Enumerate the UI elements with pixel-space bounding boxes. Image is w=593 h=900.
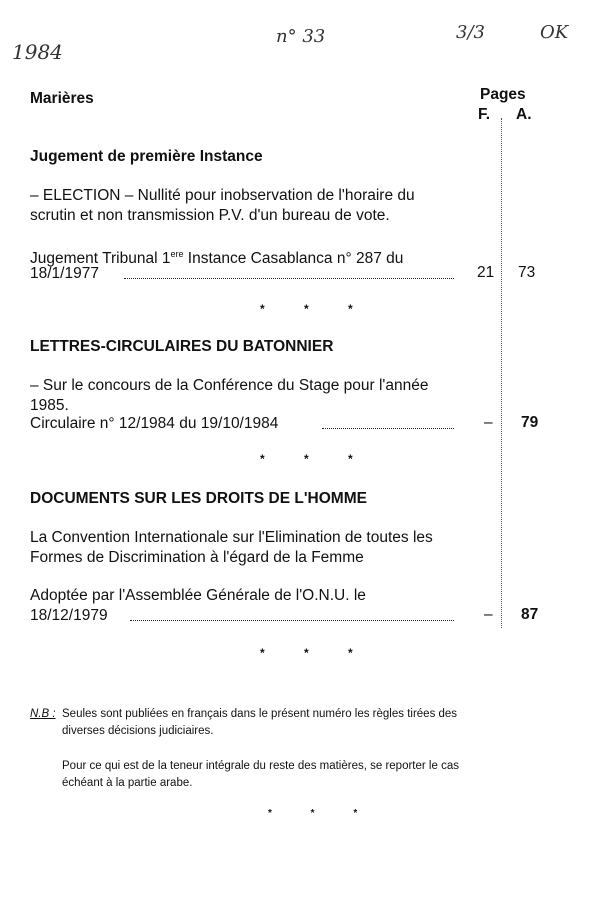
note-line1: Seules sont publiées en français dans le présent numéro les règles tirées des: [62, 708, 458, 720]
column-title-matters: Marières: [30, 90, 94, 107]
section1-page-a: 73: [518, 264, 536, 281]
section3-desc-line2: Formes de Discrimination à l'égard de la Femme: [30, 549, 364, 566]
section2-page-a: 79: [521, 414, 539, 431]
pages-label: Pages: [480, 86, 526, 103]
section2-entry: Circulaire n° 12/1984 du 19/10/1984: [30, 415, 279, 432]
section3-entry-date: 18/12/1979: [30, 607, 108, 624]
note-line2: diverses décisions judiciaires.: [62, 725, 214, 737]
section2-page-f: –: [484, 414, 493, 431]
section1-entry-text: Jugement Tribunal 1: [30, 250, 171, 268]
handwritten-ok: OK: [540, 22, 569, 43]
handwritten-issue-number: n° 33: [276, 26, 326, 47]
handwritten-year: 1984: [12, 40, 63, 64]
column-separator: [501, 118, 502, 628]
note-line4: échéant à la partie arabe.: [62, 777, 193, 789]
section2-desc-line1: – Sur le concours de la Conférence du Stage pour l'année: [30, 377, 429, 394]
section1-entry-date: 18/1/1977: [30, 265, 99, 282]
section-title-circulaires: LETTRES-CIRCULAIRES DU BATONNIER: [30, 338, 334, 355]
section2-desc-line2: 1985.: [30, 397, 69, 414]
handwritten-fraction: 3/3: [456, 22, 485, 43]
separator-stars-3: * * *: [260, 646, 371, 660]
column-f-label: F.: [478, 106, 491, 123]
separator-stars-4: * * *: [268, 808, 376, 819]
section1-entry-sup: ere: [170, 249, 184, 259]
section3-entry-line1: Adoptée par l'Assemblée Générale de l'O.N.U. le: [30, 587, 366, 604]
section-title-jugement: Jugement de première Instance: [30, 148, 263, 165]
section3-page-a: 87: [521, 606, 539, 623]
section2-leader-dots: [322, 428, 454, 429]
section1-entry-text-cont: Instance Casablanca n° 287 du: [183, 250, 404, 268]
section1-page-f: 21: [477, 264, 495, 281]
section1-leader-dots: [124, 278, 454, 279]
section3-leader-dots: [130, 620, 454, 621]
note-line3: Pour ce qui est de la teneur intégrale du reste des matières, se reporter le cas: [62, 760, 459, 772]
section-title-droits-homme: DOCUMENTS SUR LES DROITS DE L'HOMME: [30, 490, 367, 507]
section1-desc-line1: – ELECTION – Nullité pour inobservation de l'horaire du: [30, 187, 415, 204]
separator-stars-1: * * *: [260, 302, 371, 316]
section3-desc-line1: La Convention Internationale sur l'Elimination de toutes les: [30, 529, 433, 546]
section1-desc-line2: scrutin et non transmission P.V. d'un bureau de vote.: [30, 207, 390, 224]
section3-page-f: –: [484, 606, 493, 623]
separator-stars-2: * * *: [260, 452, 371, 466]
note-label: N.B :: [30, 708, 56, 720]
column-a-label: A.: [516, 106, 532, 123]
